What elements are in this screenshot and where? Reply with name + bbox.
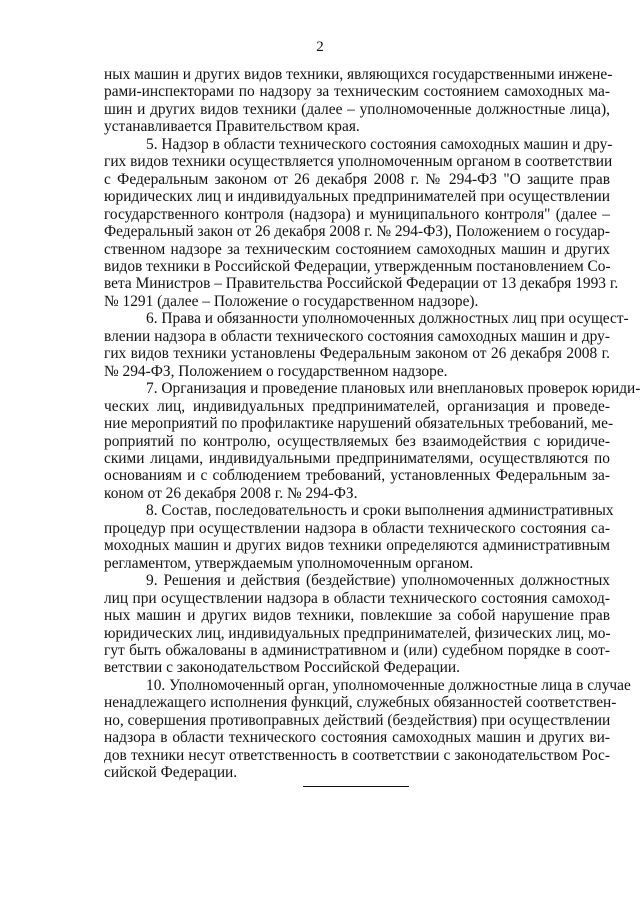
text-line: регламентом, утверждаемым уполномоченным органом.	[104, 554, 474, 572]
text-line: ственном надзоре за техническим состоянием самоходных машин и других	[104, 240, 610, 258]
text-line: лиц при осуществлении надзора в области технического состояния самоход-	[104, 589, 610, 607]
text-line: ческих лиц, индивидуальных предпринимателей, организация и проведе-	[104, 397, 610, 415]
text-line: процедур при осуществлении надзора в области технического состояния са-	[104, 519, 610, 537]
text-line: 9. Решения и действия (бездействие) уполномоченных должностных	[146, 572, 610, 590]
text-line: устанавливается Правительством края.	[104, 118, 360, 136]
paragraph-9	[104, 572, 610, 677]
paragraph-5	[104, 135, 619, 311]
paragraph-6	[104, 310, 629, 380]
text-line: гих видов техники установлены Федеральным законом от 26 декабря 2008 г.	[104, 345, 610, 363]
text-line: № 1291 (далее – Положение о государственном надзоре).	[104, 292, 479, 310]
text-line: роприятий по контролю, осуществляемых без взаимодействия с юридиче-	[104, 432, 610, 450]
text-line: ветствии с законодательством Российской Федерации.	[104, 659, 460, 677]
text-line: № 294-ФЗ, Положением о государственном надзоре.	[104, 362, 448, 380]
paragraph-7	[104, 380, 640, 502]
text-line: с Федеральным законом от 26 декабря 2008 г. № 294-ФЗ "О защите прав	[104, 170, 610, 188]
text-line: коном от 26 декабря 2008 г. № 294-ФЗ.	[104, 484, 358, 502]
text-line: юридических лиц, индивидуальных предпринимателей, физических лиц, мо-	[104, 624, 611, 642]
text-line: скими лицами, индивидуальными предпринимателями, осуществляются по	[104, 449, 610, 467]
text-line: 6. Права и обязанности уполномоченных должностных лиц при осущест-	[146, 310, 629, 328]
text-line: видов техники в Российской Федерации, утвержденным постановлением Со-	[104, 257, 611, 275]
page-number: 2	[316, 39, 324, 55]
text-line: 5. Надзор в области технического состояния самоходных машин и дру-	[146, 135, 613, 153]
text-line: 10. Уполномоченный орган, уполномоченные должностные лица в случае	[146, 676, 631, 694]
text-line: но, совершения противоправных действий (бездействия) при осуществлении	[104, 711, 611, 729]
text-line: основаниям и с соблюдением требований, установленных Федеральным за-	[104, 467, 610, 485]
text-line: рами-инспекторами по надзору за техническим состоянием самоходных ма-	[104, 83, 610, 101]
text-line: моходных машин и других видов техники определяются административным	[104, 537, 610, 555]
text-line: ных машин и других видов техники, повлекшие за собой нарушение прав	[104, 607, 610, 625]
text-line: гут быть обжалованы в административном и (или) судебном порядке в соот-	[104, 641, 610, 659]
text-line: 7. Организация и проведение плановых или внеплановых проверок юриди-	[146, 380, 640, 398]
text-line: дов техники несут ответственность в соответствии с законодательством Рос-	[104, 746, 610, 764]
text-line: гих видов техники осуществляется уполномоченным органом в соответствии	[104, 153, 613, 171]
paragraph-continuation	[104, 66, 613, 136]
text-line: влении надзора в области технического состояния самоходных машин и дру-	[104, 327, 610, 345]
text-line: надзора в области технического состояния самоходных машин и других ви-	[104, 729, 610, 747]
text-line: шин и других видов техники (далее – уполномоченные должностные лица),	[104, 100, 610, 118]
end-of-document-rule	[303, 786, 409, 787]
text-line: ние мероприятий по профилактике нарушений обязательных требований, ме-	[104, 415, 614, 433]
text-line: 8. Состав, последовательность и сроки выполнения административных	[146, 502, 614, 520]
text-line: государственного контроля (надзора) и муниципального контроля" (далее –	[104, 205, 610, 223]
document-body	[104, 66, 640, 782]
text-line: сийской Федерации.	[104, 764, 238, 782]
text-line: вета Министров – Правительства Российской Федерации от 13 декабря 1993 г.	[104, 275, 619, 293]
text-line: ненадлежащего исполнения функций, служебных обязанностей соответствен-	[104, 694, 617, 712]
text-line: юридических лиц и индивидуальных предпринимателей при осуществлении	[104, 188, 610, 206]
text-line: Федеральный закон от 26 декабря 2008 г. № 294-ФЗ), Положением о государ-	[104, 223, 610, 241]
paragraph-8	[104, 502, 614, 572]
text-line: ных машин и других видов техники, являющихся государственными инжене-	[104, 66, 613, 83]
paragraph-10	[104, 676, 631, 782]
